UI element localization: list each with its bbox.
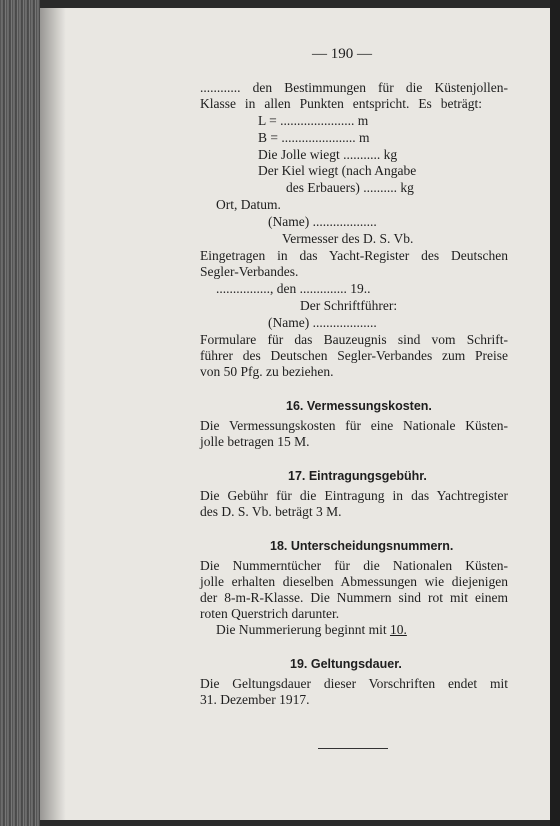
closing-rule [318, 748, 388, 749]
length-field: L = ...................... m [258, 113, 369, 128]
place-date-field: Ort, Datum. [216, 197, 281, 212]
section-16-line-2: jolle betragen 15 M. [200, 434, 310, 449]
text-line-1: ............ den Bestimmungen für die Küstenjollen- [200, 80, 508, 95]
section-16-heading: 16. Vermessungskosten. [286, 399, 432, 413]
name-field: (Name) ................... [268, 214, 377, 229]
section-17-heading: 17. Eintragungsgebühr. [288, 469, 427, 483]
section-19-heading: 19. Geltungsdauer. [290, 657, 402, 671]
section-16-line-1: Die Vermessungskosten für eine Nationale Küsten- [200, 418, 508, 433]
text-line-11: Eingetragen in das Yacht-Register des Deutschen [200, 248, 508, 263]
section-18-line-3: der 8-m-R-Klasse. Die Nummern sind rot mit einem [200, 590, 508, 605]
section-18-line-1: Die Nummerntücher für die Nationalen Küsten- [200, 558, 508, 573]
text-line-18: von 50 Pfg. zu beziehen. [200, 364, 334, 379]
section-17-line-1: Die Gebühr für die Eintragung in das Yachtregister [200, 488, 508, 503]
page-number: — 190 — [312, 46, 372, 62]
start-number: 10. [389, 622, 407, 637]
gutter-shadow [40, 8, 66, 820]
beam-field: B = ...................... m [258, 130, 370, 145]
text-line-17: führer des Deutschen Segler-Verbandes zum Preise [200, 348, 508, 363]
text-line-12: Segler-Verbandes. [200, 264, 299, 279]
section-19-line-2: 31. Dezember 1917. [200, 692, 310, 707]
surveyor-label: Vermesser des D. S. Vb. [282, 231, 414, 246]
keel-weight-field: des Erbauers) .......... kg [286, 180, 414, 195]
registration-date-field: ................, den .............. 19.. [216, 281, 371, 296]
page-edge [550, 0, 560, 826]
section-18-heading: 18. Unterscheidungsnummern. [270, 539, 454, 553]
section-19-line-1: Die Geltungsdauer dieser Vorschriften endet mit [200, 676, 508, 691]
weight-field: Die Jolle wiegt ........... kg [258, 147, 398, 162]
section-18-line-2: jolle erhalten dieselben Abmessungen wie diejenigen [200, 574, 508, 589]
text-line-2: Klasse in allen Punkten entspricht. Es beträgt: [200, 96, 482, 111]
secretary-name-field: (Name) ................... [268, 315, 377, 330]
book-binding [0, 0, 40, 826]
secretary-label: Der Schriftführer: [300, 298, 398, 313]
section-17-line-2: des D. S. Vb. beträgt 3 M. [200, 504, 342, 519]
numbering-text: Die Nummerierung beginnt mit [216, 622, 387, 637]
section-18-line-4: roten Querstrich darunter. [200, 606, 340, 621]
section-18-line-5 [216, 622, 407, 638]
text-line-16: Formulare für das Bauzeugnis sind vom Schrift- [200, 332, 508, 347]
keel-line: Der Kiel wiegt (nach Angabe [258, 163, 417, 178]
